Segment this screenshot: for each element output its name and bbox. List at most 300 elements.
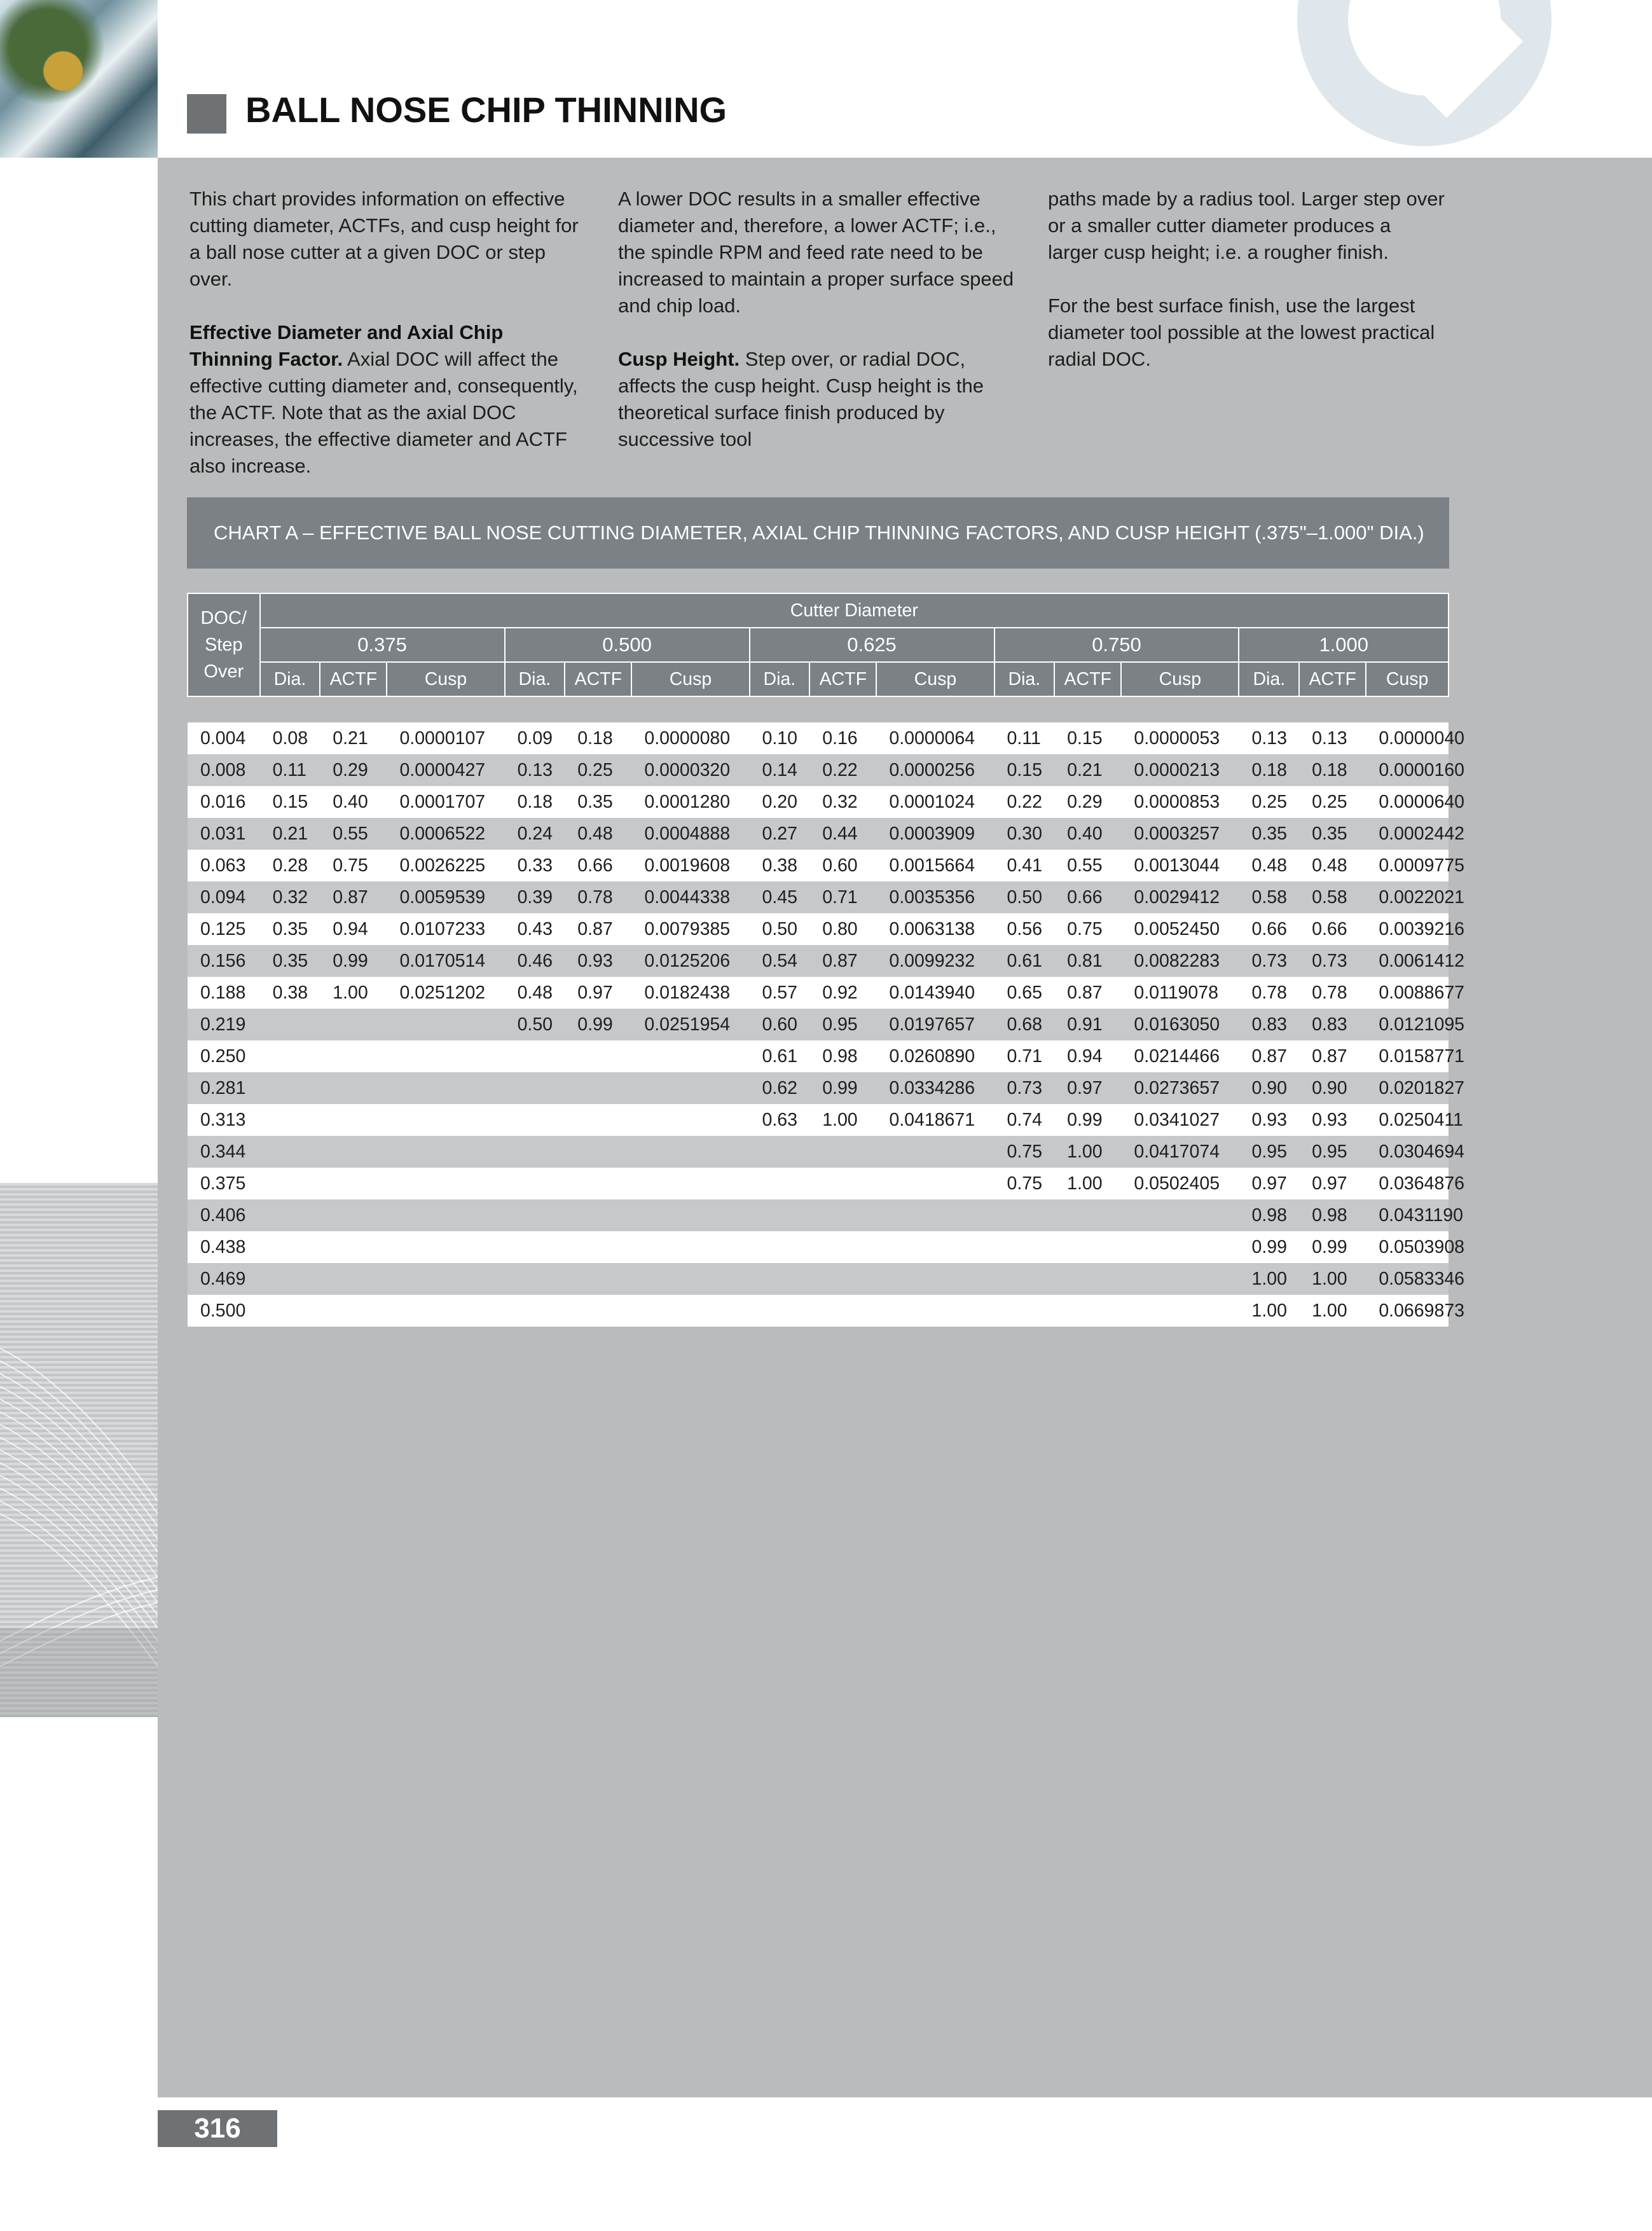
table-cell: 0.0004888 (631, 818, 749, 850)
doc-cell: 0.156 (188, 945, 260, 977)
table-cell (1121, 1199, 1239, 1231)
table-cell (387, 1168, 504, 1199)
column-header: Dia. (505, 662, 565, 696)
table-cell: 1.00 (1054, 1168, 1121, 1199)
table-cell (260, 1104, 320, 1136)
diameter-header: 0.375 (260, 628, 505, 662)
table-row (188, 913, 1449, 945)
table-cell: 0.30 (995, 818, 1055, 850)
intro-paragraph: This chart provides information on effective cutting diameter, ACTFs, and cusp height for a ball nose cutter at a given DOC or step over. (189, 188, 579, 290)
table-cell (320, 1231, 387, 1263)
table-cell: 0.61 (750, 1040, 810, 1072)
table-cell: 0.93 (1239, 1104, 1299, 1136)
table-cell: 0.68 (995, 1009, 1055, 1040)
table-cell: 0.22 (809, 754, 876, 786)
table-cell: 0.0000160 (1366, 754, 1449, 786)
table-cell (260, 1231, 320, 1263)
table-cell: 0.48 (505, 977, 565, 1009)
table-cell: 0.14 (750, 754, 810, 786)
table-cell (876, 1199, 994, 1231)
table-cell (1054, 1199, 1121, 1231)
table-cell (995, 1199, 1055, 1231)
table-cell: 0.87 (809, 945, 876, 977)
table-cell: 0.0000064 (876, 722, 994, 754)
table-cell (876, 1168, 994, 1199)
table-cell: 1.00 (1299, 1263, 1366, 1295)
table-cell (995, 1231, 1055, 1263)
table-row (188, 1231, 1449, 1263)
table-cell (631, 1199, 749, 1231)
table-cell: 0.78 (1299, 977, 1366, 1009)
table-cell: 0.0019608 (631, 850, 749, 881)
table-row (188, 1263, 1449, 1295)
doc-cell: 0.063 (188, 850, 260, 881)
table-cell: 0.55 (1054, 850, 1121, 881)
table-cell (631, 1136, 749, 1168)
table-cell: 0.16 (809, 722, 876, 754)
table-cell (505, 1168, 565, 1199)
cutter-diameter-header: Cutter Diameter (260, 593, 1449, 628)
table-cell: 0.0079385 (631, 913, 749, 945)
table-cell (505, 1231, 565, 1263)
table-cell (387, 1072, 504, 1104)
section-heading: Cusp Height. (618, 348, 740, 370)
table-cell: 0.0059539 (387, 881, 504, 913)
table-cell: 0.97 (1299, 1168, 1366, 1199)
table-cell (320, 1136, 387, 1168)
table-cell: 0.50 (995, 881, 1055, 913)
doc-cell: 0.500 (188, 1295, 260, 1327)
table-cell: 0.0044338 (631, 881, 749, 913)
table-cell: 0.0251202 (387, 977, 504, 1009)
table-row (188, 786, 1449, 818)
table-cell: 0.75 (995, 1168, 1055, 1199)
table-cell: 0.66 (1299, 913, 1366, 945)
doc-cell: 0.004 (188, 722, 260, 754)
table-cell (565, 1104, 631, 1136)
table-cell: 0.27 (750, 818, 810, 850)
table-cell: 0.56 (995, 913, 1055, 945)
table-cell: 0.38 (260, 977, 320, 1009)
doc-cell: 0.438 (188, 1231, 260, 1263)
table-cell: 0.0502405 (1121, 1168, 1239, 1199)
table-row (188, 818, 1449, 850)
table-cell: 0.0163050 (1121, 1009, 1239, 1040)
table-cell (565, 1199, 631, 1231)
table-cell (320, 1040, 387, 1072)
table-row (188, 1136, 1449, 1168)
doc-cell: 0.031 (188, 818, 260, 850)
doc-step-over-header (188, 593, 260, 696)
diameter-header: 0.750 (995, 628, 1239, 662)
table-cell: 0.93 (1299, 1104, 1366, 1136)
table-cell: 0.0121095 (1366, 1009, 1449, 1040)
table-cell: 0.73 (995, 1072, 1055, 1104)
table-cell (565, 1168, 631, 1199)
table-cell: 0.80 (809, 913, 876, 945)
table-cell: 0.74 (995, 1104, 1055, 1136)
table-cell: 0.0001024 (876, 786, 994, 818)
table-cell: 0.0260890 (876, 1040, 994, 1072)
table-cell (387, 1104, 504, 1136)
table-cell: 1.00 (809, 1104, 876, 1136)
table-cell (631, 1168, 749, 1199)
table-cell: 0.0000107 (387, 722, 504, 754)
table-cell: 0.0669873 (1366, 1295, 1449, 1327)
table-cell: 0.0000640 (1366, 786, 1449, 818)
table-cell: 0.0061412 (1366, 945, 1449, 977)
table-cell: 0.99 (1054, 1104, 1121, 1136)
table-cell: 0.0431190 (1366, 1199, 1449, 1231)
table-cell: 0.18 (1239, 754, 1299, 786)
table-cell: 0.33 (505, 850, 565, 881)
table-cell: 0.83 (1299, 1009, 1366, 1040)
table-cell: 0.0003909 (876, 818, 994, 850)
table-cell: 0.61 (995, 945, 1055, 977)
table-cell: 0.21 (320, 722, 387, 754)
table-cell (387, 1136, 504, 1168)
table-cell: 1.00 (320, 977, 387, 1009)
table-cell: 0.13 (505, 754, 565, 786)
table-cell: 0.65 (995, 977, 1055, 1009)
table-cell: 0.0304694 (1366, 1136, 1449, 1168)
table-cell (876, 1136, 994, 1168)
intro-paragraph: paths made by a radius tool. Larger step over or a smaller cutter diameter produces a larger cusp height; i.e. a rougher finish. (1048, 188, 1445, 263)
table-cell: 0.24 (505, 818, 565, 850)
table-cell: 0.48 (1239, 850, 1299, 881)
column-header: Dia. (1239, 662, 1299, 696)
chip-thinning-table (187, 593, 1465, 1327)
column-header: Cusp (876, 662, 994, 696)
table-cell (320, 1009, 387, 1040)
table-cell: 0.35 (260, 913, 320, 945)
table-cell: 0.90 (1299, 1072, 1366, 1104)
table-cell: 0.0170514 (387, 945, 504, 977)
table-cell: 0.71 (995, 1040, 1055, 1072)
table-cell (995, 1263, 1055, 1295)
table-cell: 0.0201827 (1366, 1072, 1449, 1104)
doc-cell: 0.469 (188, 1263, 260, 1295)
table-cell: 0.0251954 (631, 1009, 749, 1040)
table-cell: 0.0143940 (876, 977, 994, 1009)
table-cell (320, 1168, 387, 1199)
table-cell (876, 1231, 994, 1263)
table-cell (505, 1295, 565, 1327)
table-cell (750, 1199, 810, 1231)
table-cell: 0.20 (750, 786, 810, 818)
table-cell (565, 1040, 631, 1072)
table-cell: 0.18 (1299, 754, 1366, 786)
table-cell: 0.0026225 (387, 850, 504, 881)
section-heading: Effective Diameter and Axial Chip Thinning Factor. (189, 321, 504, 370)
table-cell: 0.32 (809, 786, 876, 818)
table-cell (750, 1295, 810, 1327)
table-cell: 0.0002442 (1366, 818, 1449, 850)
table-cell (565, 1295, 631, 1327)
column-header: ACTF (1299, 662, 1366, 696)
header-line: Over (203, 661, 244, 682)
table-cell: 0.0418671 (876, 1104, 994, 1136)
table-cell: 0.92 (809, 977, 876, 1009)
table-cell: 0.0334286 (876, 1072, 994, 1104)
table-cell (1121, 1295, 1239, 1327)
table-cell (387, 1040, 504, 1072)
table-cell: 0.0029412 (1121, 881, 1239, 913)
table-cell: 0.0013044 (1121, 850, 1239, 881)
table-cell: 0.0197657 (876, 1009, 994, 1040)
table-cell: 0.90 (1239, 1072, 1299, 1104)
intro-paragraph (618, 346, 1015, 453)
doc-cell: 0.375 (188, 1168, 260, 1199)
table-cell (505, 1040, 565, 1072)
table-cell: 0.48 (565, 818, 631, 850)
table-cell: 0.29 (1054, 786, 1121, 818)
table-cell (260, 1263, 320, 1295)
table-cell: 0.44 (809, 818, 876, 850)
table-cell (320, 1072, 387, 1104)
table-cell: 0.98 (1299, 1199, 1366, 1231)
table-cell: 0.75 (320, 850, 387, 881)
table-cell: 0.28 (260, 850, 320, 881)
table-cell (320, 1263, 387, 1295)
column-header: Cusp (1121, 662, 1239, 696)
column-header: Cusp (1366, 662, 1449, 696)
table-cell: 0.0000040 (1366, 722, 1449, 754)
table-cell: 0.0364876 (1366, 1168, 1449, 1199)
table-cell (387, 1295, 504, 1327)
table-cell (1054, 1231, 1121, 1263)
table-cell (809, 1263, 876, 1295)
decorative-wave-pattern (0, 1183, 158, 1717)
table-cell: 0.0015664 (876, 850, 994, 881)
table-cell: 0.35 (1239, 818, 1299, 850)
column-header: Cusp (631, 662, 749, 696)
table-cell: 0.0001280 (631, 786, 749, 818)
header-photo (0, 0, 158, 158)
table-cell: 0.0000213 (1121, 754, 1239, 786)
table-cell: 0.38 (750, 850, 810, 881)
doc-cell: 0.250 (188, 1040, 260, 1072)
table-cell: 0.57 (750, 977, 810, 1009)
circle-logo-watermark (1291, 0, 1558, 165)
table-cell: 0.0182438 (631, 977, 749, 1009)
header-line: Step (204, 635, 243, 655)
table-cell (1121, 1263, 1239, 1295)
table-cell: 0.50 (505, 1009, 565, 1040)
diameter-header: 0.625 (750, 628, 995, 662)
table-cell: 0.73 (1239, 945, 1299, 977)
table-cell (631, 1040, 749, 1072)
table-cell: 0.94 (1054, 1040, 1121, 1072)
table-cell (320, 1199, 387, 1231)
table-cell (565, 1231, 631, 1263)
paragraph-text: Step over, or radial DOC, affects the cusp height. Cusp height is the theoretical surface finish produced by successive tool (618, 348, 984, 450)
doc-cell: 0.008 (188, 754, 260, 786)
table-cell: 0.99 (809, 1072, 876, 1104)
table-cell: 0.66 (1239, 913, 1299, 945)
table-cell: 0.99 (1299, 1231, 1366, 1263)
table-cell (387, 1009, 504, 1040)
table-cell: 0.0022021 (1366, 881, 1449, 913)
table-cell: 0.0341027 (1121, 1104, 1239, 1136)
table-cell: 0.98 (1239, 1199, 1299, 1231)
table-cell (750, 1168, 810, 1199)
table-cell (505, 1072, 565, 1104)
table-cell: 0.0214466 (1121, 1040, 1239, 1072)
table-cell (631, 1104, 749, 1136)
table-row (188, 1040, 1449, 1072)
chart-title-banner: CHART A – EFFECTIVE BALL NOSE CUTTING DIAMETER, AXIAL CHIP THINNING FACTORS, AND CUSP HEIGHT (.375"–1.000" DIA.) (187, 497, 1449, 569)
table-cell: 0.99 (1239, 1231, 1299, 1263)
table-cell: 0.39 (505, 881, 565, 913)
table-cell: 0.98 (809, 1040, 876, 1072)
table-cell: 1.00 (1299, 1295, 1366, 1327)
table-cell: 1.00 (1239, 1263, 1299, 1295)
table-cell: 0.0107233 (387, 913, 504, 945)
table-cell: 0.75 (1054, 913, 1121, 945)
table-cell: 0.35 (260, 945, 320, 977)
table-cell: 0.09 (505, 722, 565, 754)
table-cell: 0.0099232 (876, 945, 994, 977)
table-cell: 0.10 (750, 722, 810, 754)
table-cell: 0.95 (809, 1009, 876, 1040)
table-cell (809, 1168, 876, 1199)
table-cell (809, 1295, 876, 1327)
table-cell (750, 1136, 810, 1168)
table-cell (876, 1263, 994, 1295)
table-row (188, 1199, 1449, 1231)
table-cell (387, 1231, 504, 1263)
table-cell: 0.46 (505, 945, 565, 977)
table-cell (260, 1295, 320, 1327)
table-cell: 0.22 (995, 786, 1055, 818)
table-row (188, 1104, 1449, 1136)
intro-column-2 (618, 186, 1015, 480)
column-header: Cusp (387, 662, 504, 696)
table-cell (809, 1199, 876, 1231)
table-cell (260, 1040, 320, 1072)
table-cell: 0.95 (1239, 1136, 1299, 1168)
table-cell: 0.35 (565, 786, 631, 818)
table-cell: 0.87 (565, 913, 631, 945)
table-cell: 0.75 (995, 1136, 1055, 1168)
table-cell: 0.0119078 (1121, 977, 1239, 1009)
table-cell: 0.0000320 (631, 754, 749, 786)
table-cell: 0.71 (809, 881, 876, 913)
doc-cell: 0.313 (188, 1104, 260, 1136)
table-cell: 0.08 (260, 722, 320, 754)
table-cell: 0.0003257 (1121, 818, 1239, 850)
table-cell (565, 1072, 631, 1104)
table-cell (1054, 1295, 1121, 1327)
table-cell: 0.93 (565, 945, 631, 977)
doc-cell: 0.188 (188, 977, 260, 1009)
table-cell (565, 1136, 631, 1168)
table-cell: 0.0503908 (1366, 1231, 1449, 1263)
table-cell: 0.0158771 (1366, 1040, 1449, 1072)
column-header: ACTF (565, 662, 631, 696)
diameter-header: 1.000 (1239, 628, 1449, 662)
table-cell: 0.55 (320, 818, 387, 850)
table-cell: 0.87 (1239, 1040, 1299, 1072)
table-cell: 0.50 (750, 913, 810, 945)
intro-paragraph: A lower DOC results in a smaller effective diameter and, therefore, a lower ACTF; i.e., the spindle RPM and feed rate need to be increased to maintain a proper surface speed and chip load. (618, 188, 1014, 317)
table-cell: 0.73 (1299, 945, 1366, 977)
diameter-header: 0.500 (505, 628, 750, 662)
table-cell: 0.97 (1239, 1168, 1299, 1199)
table-row (188, 1295, 1449, 1327)
table-cell (320, 1104, 387, 1136)
table-cell: 1.00 (1054, 1136, 1121, 1168)
table-row (188, 722, 1449, 754)
intro-column-1 (189, 186, 587, 506)
table-cell: 0.58 (1299, 881, 1366, 913)
table-cell: 0.0273657 (1121, 1072, 1239, 1104)
table-cell (505, 1199, 565, 1231)
table-row (188, 754, 1449, 786)
column-header: ACTF (1054, 662, 1121, 696)
table-cell: 0.21 (260, 818, 320, 850)
table-cell: 0.43 (505, 913, 565, 945)
table-cell (809, 1136, 876, 1168)
column-header: Dia. (260, 662, 320, 696)
table-cell: 0.78 (1239, 977, 1299, 1009)
table-cell: 0.66 (1054, 881, 1121, 913)
table-cell (260, 1199, 320, 1231)
table-cell (750, 1263, 810, 1295)
table-cell: 0.97 (1054, 1072, 1121, 1104)
table-row (188, 945, 1449, 977)
table-cell: 0.15 (995, 754, 1055, 786)
table-cell (631, 1263, 749, 1295)
table-cell (505, 1104, 565, 1136)
table-cell: 0.18 (565, 722, 631, 754)
table-cell: 0.58 (1239, 881, 1299, 913)
page-number: 316 (158, 2110, 277, 2147)
table-cell: 1.00 (1239, 1295, 1299, 1327)
table-cell: 0.0583346 (1366, 1263, 1449, 1295)
table-cell: 0.13 (1239, 722, 1299, 754)
table-cell: 0.40 (320, 786, 387, 818)
table-cell: 0.25 (1239, 786, 1299, 818)
table-cell: 0.0009775 (1366, 850, 1449, 881)
paragraph-text: Axial DOC will affect the effective cutting diameter and, consequently, the ACTF. Note that as the axial DOC increases, the effective diameter and ACTF also increase. (189, 348, 578, 477)
table-cell: 0.0001707 (387, 786, 504, 818)
table-row (188, 881, 1449, 913)
table-cell: 0.15 (260, 786, 320, 818)
table-cell: 0.0006522 (387, 818, 504, 850)
table-cell: 0.91 (1054, 1009, 1121, 1040)
table-cell: 0.35 (1299, 818, 1366, 850)
table-row (188, 850, 1449, 881)
table-cell (260, 1009, 320, 1040)
table-cell: 0.15 (1054, 722, 1121, 754)
table-cell (750, 1231, 810, 1263)
table-cell: 0.0035356 (876, 881, 994, 913)
table-cell (505, 1263, 565, 1295)
table-cell (1121, 1231, 1239, 1263)
table-cell: 0.0039216 (1366, 913, 1449, 945)
table-cell: 0.32 (260, 881, 320, 913)
table-cell: 0.18 (505, 786, 565, 818)
table-cell: 0.95 (1299, 1136, 1366, 1168)
table-cell: 0.25 (1299, 786, 1366, 818)
table-cell: 0.81 (1054, 945, 1121, 977)
table-cell: 0.21 (1054, 754, 1121, 786)
table-cell: 0.63 (750, 1104, 810, 1136)
doc-cell: 0.094 (188, 881, 260, 913)
table-cell: 0.87 (1054, 977, 1121, 1009)
